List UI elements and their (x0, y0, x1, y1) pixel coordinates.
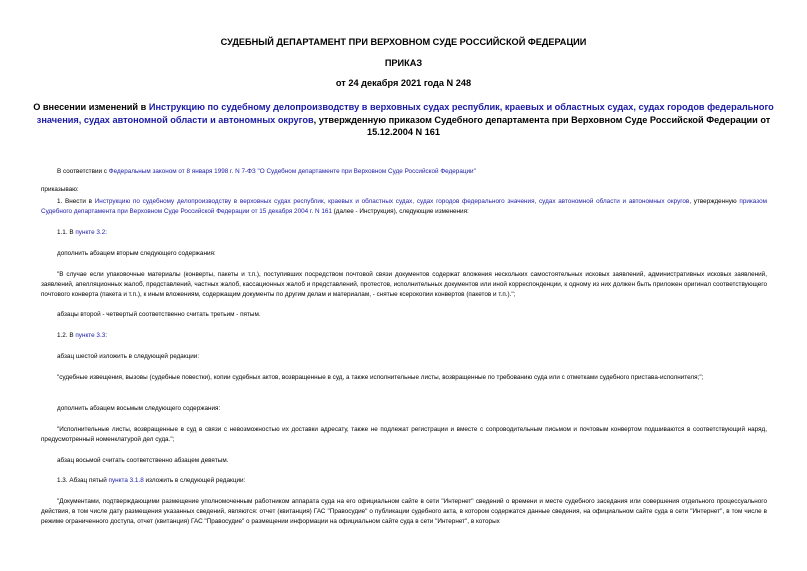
order-161-link[interactable]: приказом Судебного департамента при Верховном Суде Российской Федерации от 15 декабря 2004 г. N 161 (41, 198, 767, 215)
document-date-number: от 24 декабря 2021 года N 248 (335, 78, 472, 88)
paragraph-quote-3: "Исполнительные листы, возвращенные в суд в связи с невозможностью их доставки адресату, также не подлежат регистрации и вместе с сопроводительным письмом и почтовым конвертом подшиваются в соответствующий наряд, предусмотренный номенклатурой дел суда."; (41, 426, 767, 443)
clause-3-3-link[interactable]: пункте 3.3 (75, 332, 106, 339)
paragraph-renumber-2: абзац восьмой считать соответственно абзацем девятым. (57, 457, 229, 464)
paragraph-basis: В соответствии с Федеральным законом от 8 января 1998 г. N 7-ФЗ "О Судебном департаменте при Верховном Суде Российской Федерации" (57, 168, 476, 175)
paragraph-quote-1: "В случае если упаковочные материалы (конверты, пакеты и т.п.), поступивших посредством почтовой связи документов содержат вложения нескольких самостоятельных исковых заявлений, административных исковых заявлений, заявлений, апелляционных жалоб, представлений, частных жалоб, кассационных жалоб и представлений, протестов, исполнительных документов или иной корреспонденции, к одному из них должен быть приложен оригинал соответствующего почтового конверта (пакета и т.п.), к иным вложениям, содержащим документы по другим делам и материалам, - снятые ксерокопии конвертов (пакетов и т.п.)."; (41, 271, 767, 298)
paragraph-add-second: дополнить абзацем вторым следующего содержания: (57, 250, 216, 257)
paragraph-item-1-3: 1.3. Абзац пятый пункта 3.1.8 изложить в следующей редакции: (57, 477, 246, 484)
federal-law-link[interactable]: Федеральным законом от 8 января 1998 г. N 7-ФЗ "О Судебном департаменте при Верховном Суде Российской Федерации" (108, 168, 476, 175)
instruction-link[interactable]: Инструкцию по судебному делопроизводству в верховных судах республик, краевых и областных судах, судах городов федерального значения, судах автономной области и автономных округов (36, 102, 774, 125)
paragraph-item-1-2: 1.2. В пункте 3.3: (57, 332, 108, 339)
title-prefix: О внесении изменений в (33, 102, 149, 112)
title-suffix: , утвержденную приказом Судебного департамента при Верховном Суде Российской Федерации от 15.12.2004 N 161 (313, 114, 771, 137)
document-title (30, 101, 777, 139)
issuing-organization: СУДЕБНЫЙ ДЕПАРТАМЕНТ ПРИ ВЕРХОВНОМ СУДЕ РОССИЙСКОЙ ФЕДЕРАЦИИ (220, 37, 587, 47)
paragraph-item-1-1: 1.1. В пункте 3.2: (57, 229, 108, 236)
document-type: ПРИКАЗ (384, 58, 423, 68)
paragraph-order: приказываю: (41, 186, 79, 193)
clause-3-2-link[interactable]: пункте 3.2 (75, 229, 106, 236)
paragraph-quote-2: "судебные извещения, вызовы (судебные повестки), копии судебных актов, возвращенные в суд, а также исполнительные листы, возвращенные по требованию суда или с отметками судебного пристава-исполнителя;"; (57, 374, 704, 381)
clause-3-1-8-link[interactable]: пункта 3.1.8 (108, 477, 144, 484)
paragraph-quote-4: "Документами, подтверждающими размещение уполномоченным работником аппарата суда на его официальном сайте в сети "Интернет" сведений о времени и месте судебного заседания или совершения отдельного процессуального действия, в том числе дату размещения указанных сведений, являются: отчет (квитанция) ГАС "Правосудие" о публикации судебного акта, в котором содержатся данные сведения, на официальном сайте суда в сети "Интернет", в том числе в режиме ограниченного доступа, отчет (квитанция) ГАС "Правосудие" о размещении информации на официальном сайте суда в сети "Интернет", в которых (41, 498, 767, 525)
paragraph-renumber-1: абзацы второй - четвертый соответственно считать третьим - пятым. (57, 311, 261, 318)
instruction-link-2[interactable]: Инструкцию по судебному делопроизводству в верховных судах республик, краевых и областных судах, судах городов федерального значения, судах автономной области и автономных округов (94, 198, 690, 205)
paragraph-add-eighth: дополнить абзацем восьмым следующего содержания: (57, 405, 221, 412)
paragraph-item-1: 1. Внести в Инструкцию по судебному делопроизводству в верховных судах республик, краевых и областных судах, судах городов федерального значения, судах автономной области и автономных округов, утвержденную приказом Судебного департамента при Верховном Суде Российской Федерации от 15 декабря 2004 г. N 161 (далее - Инструкция), следующие изменения: (41, 198, 767, 215)
paragraph-sixth-edit: абзац шестой изложить в следующей редакции: (57, 353, 200, 360)
